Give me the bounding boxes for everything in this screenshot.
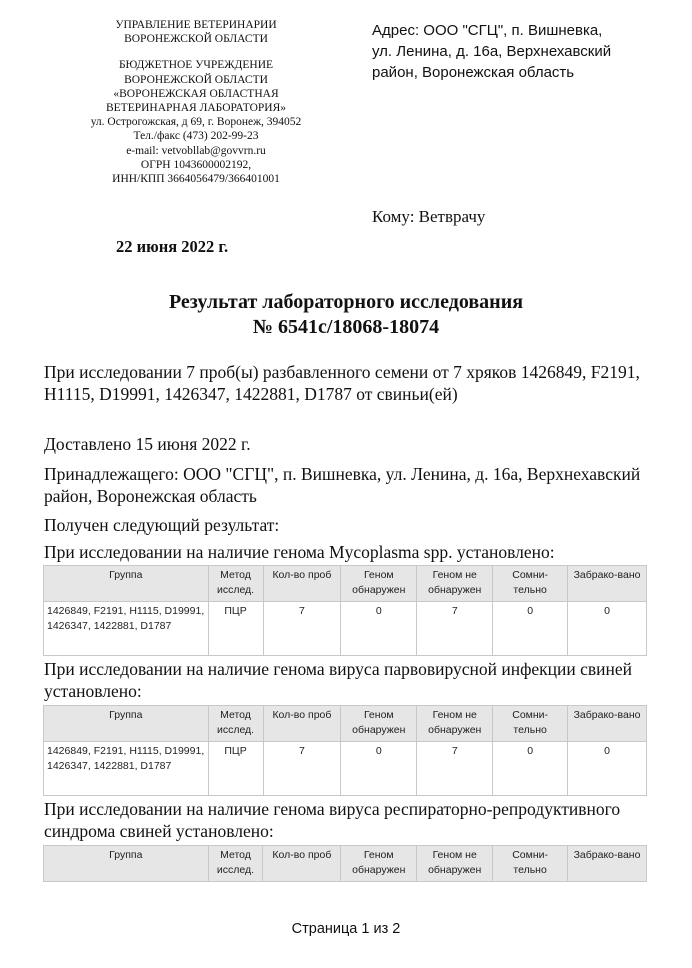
result-table-prrs <box>43 845 647 882</box>
cell-method: ПЦР <box>208 602 263 656</box>
cell-group: 1426849, F2191, H1115, D19991, 1426347, 1422881, D1787 <box>44 742 209 796</box>
table-header-row <box>44 846 647 882</box>
org-line: ВОРОНЕЖСКОЙ ОБЛАСТИ <box>124 73 268 86</box>
address-line: район, Воронежская область <box>372 64 575 81</box>
org-header <box>50 18 342 186</box>
header-detected: Геном обнаружен <box>341 706 417 742</box>
header-method: Метод исслед. <box>208 706 263 742</box>
header-doubtful: Сомни-тельно <box>493 566 568 602</box>
cell-count: 7 <box>263 742 341 796</box>
cell-rejected: 0 <box>568 602 647 656</box>
org-line: ул. Острогожская, д 69, г. Воронеж, 394052 <box>90 116 302 129</box>
document-date: 22 июня 2022 г. <box>116 237 229 256</box>
section-heading-prrs: При исследовании на наличие генома вируса респираторно-репродуктивного синдрома свиней установлено: <box>44 799 621 841</box>
samples-paragraph: При исследовании 7 проб(ы) разбавленного семени от 7 хряков 1426849, F2191, H1115, D19991, 1426347, 1422881, D1787 от свиньи(ей) <box>44 362 640 404</box>
page-number: Страница 1 из 2 <box>291 921 401 937</box>
table-header-row <box>44 706 647 742</box>
cell-detected: 0 <box>341 742 417 796</box>
header-rejected: Забрако-вано <box>568 846 647 882</box>
result-table-parvovirus <box>43 705 647 796</box>
header-count: Кол-во проб <box>263 846 341 882</box>
org-line: ОГРН 1043600002192, <box>140 158 252 171</box>
cell-method: ПЦР <box>208 742 263 796</box>
header-count: Кол-во проб <box>263 566 341 602</box>
title-number: № 6541с/18068-18074 <box>252 316 440 338</box>
header-group: Группа <box>44 846 209 882</box>
table-header-row <box>44 566 647 602</box>
org-line: ВОРОНЕЖСКОЙ ОБЛАСТИ <box>124 33 268 46</box>
cell-not-detected: 7 <box>417 602 493 656</box>
cell-rejected: 0 <box>568 742 647 796</box>
header-group: Группа <box>44 706 209 742</box>
header-count: Кол-во проб <box>263 706 341 742</box>
org-line: ИНН/КПП 3664056479/366401001 <box>112 173 280 186</box>
header-doubtful: Сомни-тельно <box>493 846 568 882</box>
header-detected: Геном обнаружен <box>341 566 417 602</box>
table-row <box>44 602 647 656</box>
header-detected: Геном обнаружен <box>341 846 417 882</box>
result-table-mycoplasma <box>43 565 647 656</box>
result-intro: Получен следующий результат: <box>44 515 280 535</box>
cell-group: 1426849, F2191, H1115, D19991, 1426347, 1422881, D1787 <box>44 602 209 656</box>
org-line: e-mail: vetvobllab@govvrn.ru <box>126 144 266 157</box>
header-doubtful: Сомни-тельно <box>493 706 568 742</box>
address-line: ул. Ленина, д. 16а, Верхнехавский <box>372 43 612 60</box>
recipient-to: Кому: Ветврачу <box>372 207 486 226</box>
cell-doubtful: 0 <box>493 742 568 796</box>
org-line: УПРАВЛЕНИЕ ВЕТЕРИНАРИИ <box>115 19 277 31</box>
cell-count: 7 <box>263 602 341 656</box>
org-line: БЮДЖЕТНОЕ УЧРЕЖДЕНИЕ <box>118 59 274 72</box>
recipient-address <box>372 20 672 83</box>
header-method: Метод исслед. <box>208 846 263 882</box>
header-rejected: Забрако-вано <box>568 566 647 602</box>
address-line: Адрес: ООО "СГЦ", п. Вишневка, <box>372 22 603 39</box>
header-not-detected: Геном не обнаружен <box>417 566 493 602</box>
org-line: «ВОРОНЕЖСКАЯ ОБЛАСТНАЯ <box>113 87 279 100</box>
org-line: ВЕТЕРИНАРНАЯ ЛАБОРАТОРИЯ» <box>105 102 287 115</box>
header-method: Метод исслед. <box>208 566 263 602</box>
section-heading-parvovirus: При исследовании на наличие генома вируса парвовирусной инфекции свиней установлено: <box>44 659 633 701</box>
header-rejected: Забрако-вано <box>568 706 647 742</box>
table-row <box>44 742 647 796</box>
header-group: Группа <box>44 566 209 602</box>
org-line: Тел./факс (473) 202-99-23 <box>133 130 259 143</box>
cell-doubtful: 0 <box>493 602 568 656</box>
delivery-paragraph: Доставлено 15 июня 2022 г. <box>44 434 251 454</box>
owner-paragraph: Принадлежащего: ООО "СГЦ", п. Вишневка, ул. Ленина, д. 16а, Верхнехавский район, Воронежская область <box>44 464 641 506</box>
cell-not-detected: 7 <box>417 742 493 796</box>
title-line: Результат лабораторного исследования <box>168 291 524 313</box>
document-title <box>40 290 652 340</box>
header-not-detected: Геном не обнаружен <box>417 706 493 742</box>
section-heading-mycoplasma: При исследовании на наличие генома Mycoplasma spp. установлено: <box>44 542 555 562</box>
header-not-detected: Геном не обнаружен <box>417 846 493 882</box>
cell-detected: 0 <box>341 602 417 656</box>
